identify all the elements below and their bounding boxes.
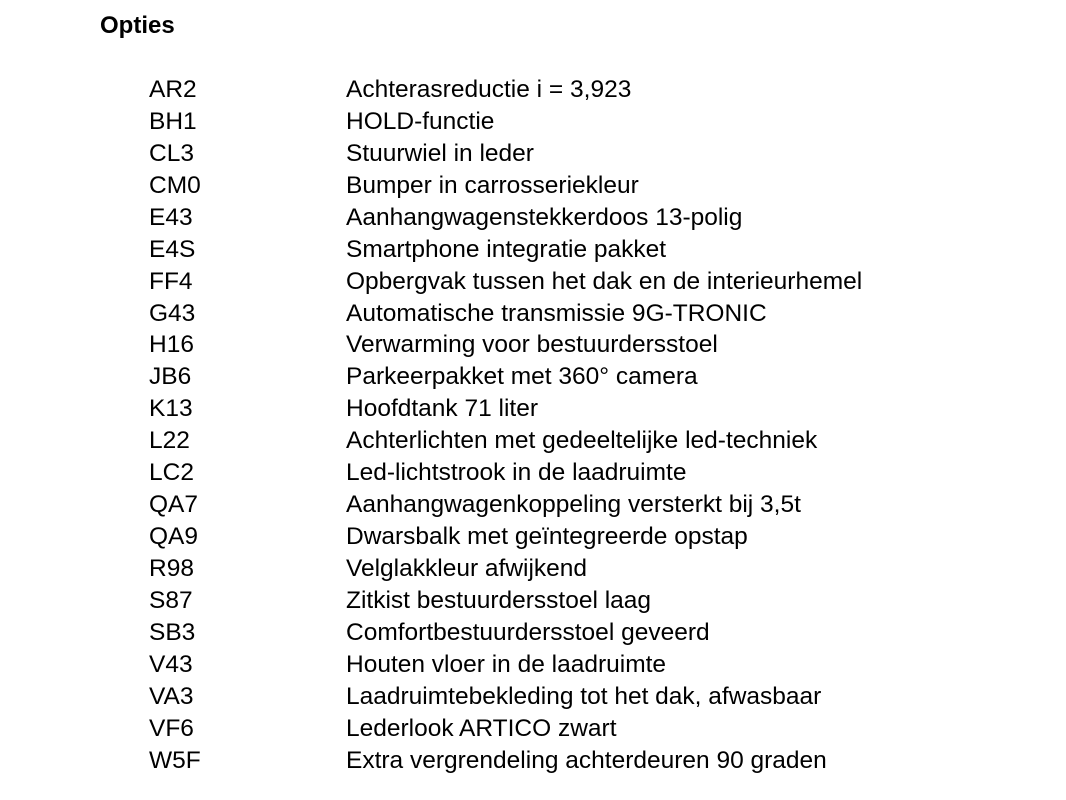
option-code: K13 — [149, 395, 193, 423]
option-row — [149, 489, 862, 521]
option-row — [149, 138, 862, 170]
option-code: BH1 — [149, 107, 197, 135]
option-code: QA7 — [149, 491, 199, 519]
option-row — [149, 202, 862, 234]
option-code: R98 — [149, 555, 194, 583]
option-code: FF4 — [149, 267, 193, 295]
option-row — [149, 170, 862, 202]
option-code: H16 — [149, 331, 194, 359]
option-description: Aanhangwagenstekkerdoos 13-polig — [346, 203, 743, 231]
option-description: Lederlook ARTICO zwart — [346, 714, 617, 742]
option-description: Achterasreductie i = 3,923 — [346, 75, 632, 103]
option-description: Laadruimtebekleding tot het dak, afwasbaar — [346, 682, 822, 710]
options-list — [149, 74, 862, 777]
option-row — [149, 234, 862, 266]
option-row — [149, 74, 862, 106]
option-row — [149, 649, 862, 681]
option-code: JB6 — [149, 363, 192, 391]
option-description: Aanhangwagenkoppeling versterkt bij 3,5t — [346, 491, 801, 519]
option-code: QA9 — [149, 523, 199, 551]
option-row — [149, 106, 862, 138]
option-code: W5F — [149, 746, 201, 774]
option-description: Achterlichten met gedeeltelijke led-techniek — [346, 427, 818, 455]
option-code: CM0 — [149, 171, 201, 199]
option-code: V43 — [149, 650, 193, 678]
option-description: Extra vergrendeling achterdeuren 90 graden — [346, 746, 827, 774]
option-code: VF6 — [149, 714, 194, 742]
option-description: Stuurwiel in leder — [346, 139, 534, 167]
option-description: Houten vloer in de laadruimte — [346, 650, 667, 678]
option-description: Velglakkleur afwijkend — [346, 555, 588, 583]
option-description: Led-lichtstrook in de laadruimte — [346, 459, 687, 487]
option-row — [149, 745, 862, 777]
option-row — [149, 585, 862, 617]
option-row — [149, 393, 862, 425]
option-row — [149, 457, 862, 489]
option-code: SB3 — [149, 618, 196, 646]
option-description: Smartphone integratie pakket — [346, 235, 667, 263]
option-row — [149, 361, 862, 393]
option-description: Dwarsbalk met geïntegreerde opstap — [346, 523, 748, 551]
option-description: Hoofdtank 71 liter — [346, 395, 539, 423]
option-description: HOLD-functie — [346, 107, 495, 135]
section-heading: Opties — [100, 12, 175, 39]
option-row — [149, 330, 862, 362]
option-row — [149, 713, 862, 745]
option-row — [149, 266, 862, 298]
option-row — [149, 681, 862, 713]
option-description: Bumper in carrosseriekleur — [346, 171, 639, 199]
option-row — [149, 298, 862, 330]
option-code: G43 — [149, 299, 196, 327]
option-code: E4S — [149, 235, 196, 263]
option-description: Comfortbestuurdersstoel geveerd — [346, 618, 710, 646]
option-code: L22 — [149, 427, 190, 455]
option-description: Verwarming voor bestuurdersstoel — [346, 331, 718, 359]
option-description: Parkeerpakket met 360° camera — [346, 363, 698, 391]
option-code: S87 — [149, 586, 193, 614]
option-description: Automatische transmissie 9G-TRONIC — [346, 299, 767, 327]
option-code: LC2 — [149, 459, 194, 487]
option-row — [149, 553, 862, 585]
option-row — [149, 425, 862, 457]
option-row — [149, 617, 862, 649]
option-row — [149, 521, 862, 553]
option-code: E43 — [149, 203, 193, 231]
option-description: Zitkist bestuurdersstoel laag — [346, 586, 652, 614]
option-code: VA3 — [149, 682, 194, 710]
option-code: AR2 — [149, 75, 197, 103]
option-description: Opbergvak tussen het dak en de interieurhemel — [346, 267, 863, 295]
option-code: CL3 — [149, 139, 194, 167]
